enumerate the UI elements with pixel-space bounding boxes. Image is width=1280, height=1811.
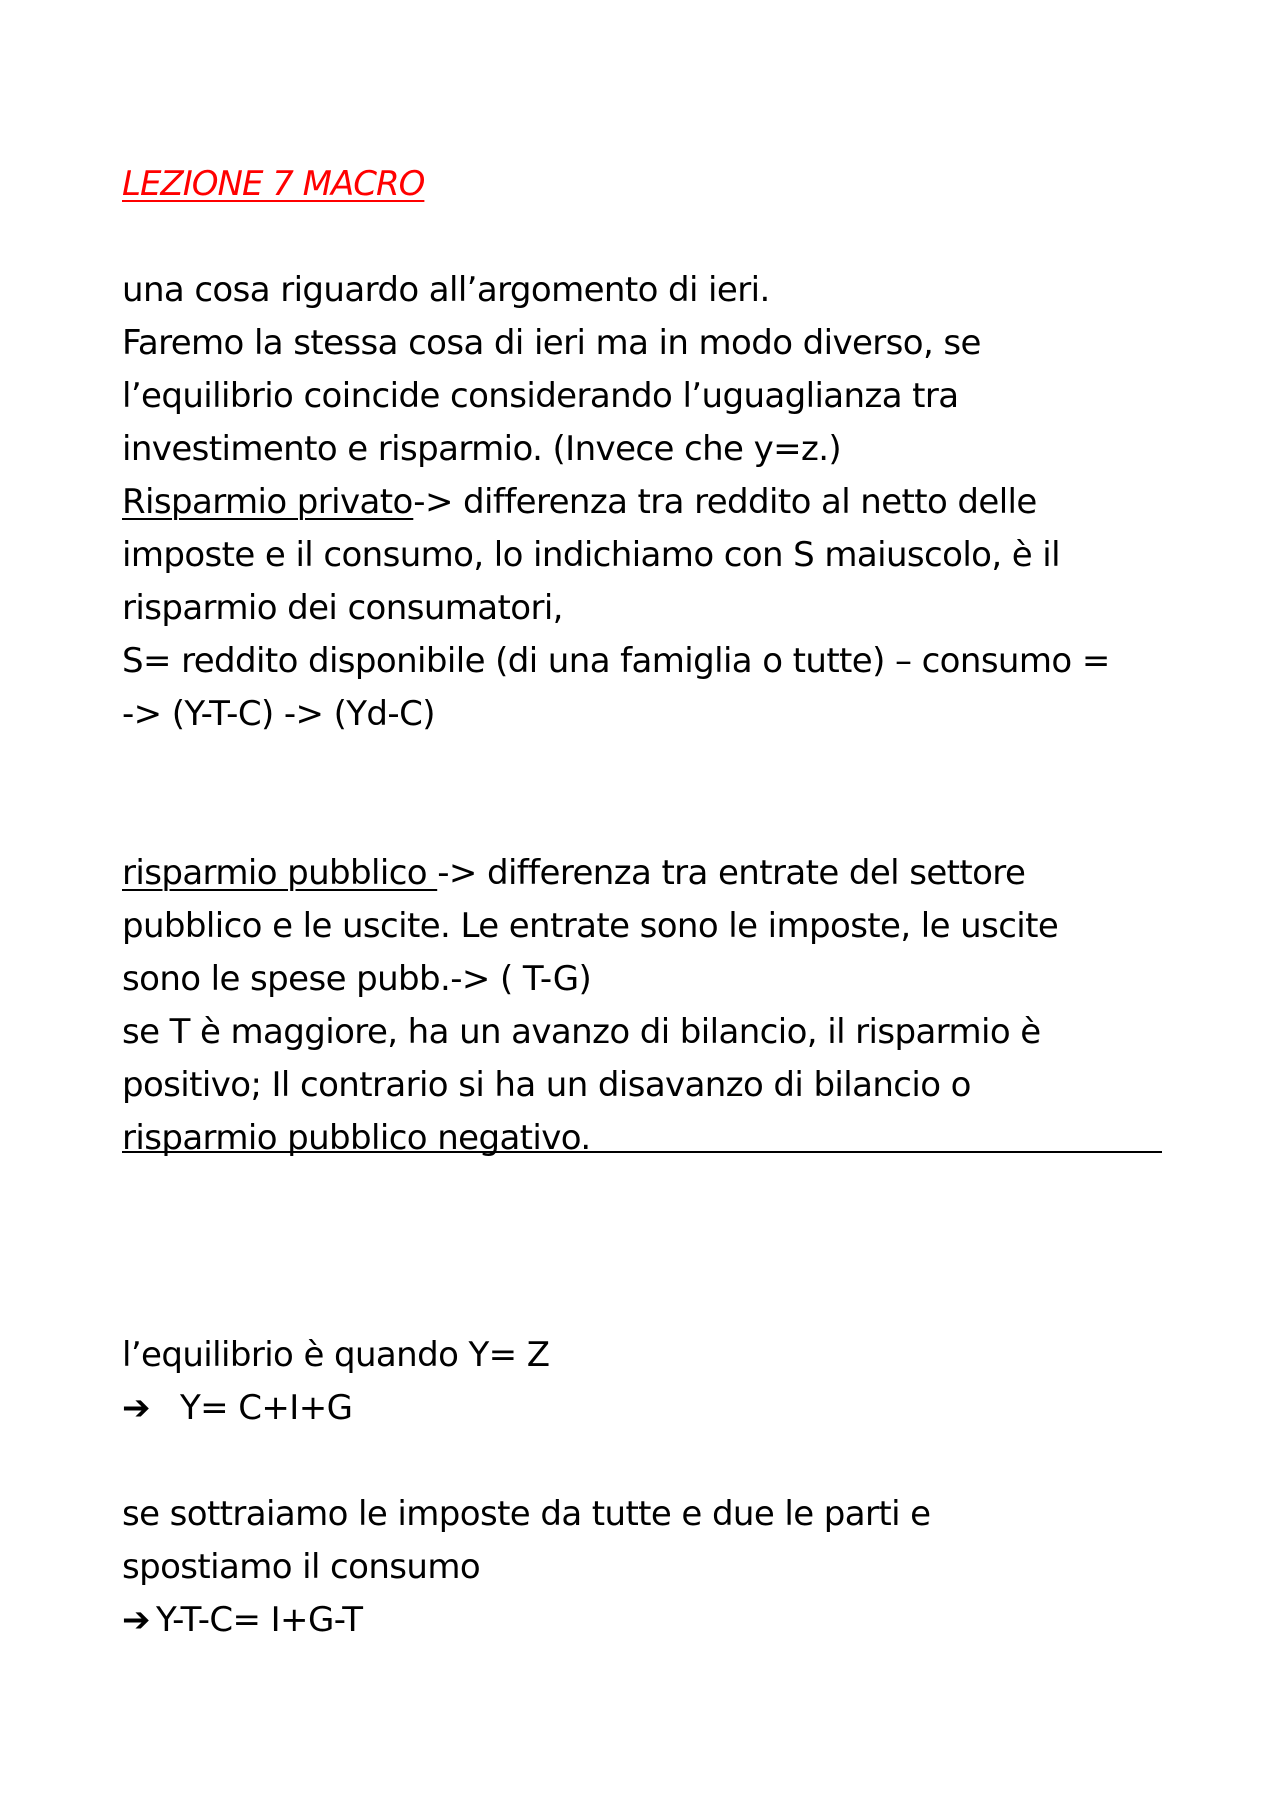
text-line: Faremo la stessa cosa di ieri ma in modo diverso, se — [122, 323, 981, 363]
public-saving-paragraph — [122, 847, 1172, 1165]
formula-text: Y= C+I+G — [180, 1388, 353, 1428]
text-line: pubblico e le uscite. Le entrate sono le imposte, le uscite — [122, 906, 1059, 946]
public-saving-term: risparmio pubblico — [122, 853, 438, 893]
intro-paragraph — [122, 264, 1172, 476]
right-arrow-icon: ➔ — [122, 1388, 150, 1428]
text-line: -> (Y-T-C) -> (Yd-C) — [122, 694, 435, 734]
spacer — [122, 741, 1172, 847]
formula-text: Y-T-C= I+G-T — [156, 1600, 363, 1640]
text-line: risparmio pubblico negativo. — [122, 1118, 591, 1158]
text-line: se T è maggiore, ha un avanzo di bilancio, il risparmio è — [122, 1012, 1041, 1052]
equilibrium-section — [122, 1329, 1172, 1647]
text-line: risparmio dei consumatori, — [122, 588, 563, 628]
text-line: l’equilibrio è quando Y= Z — [122, 1335, 550, 1375]
private-saving-term: Risparmio privato — [122, 482, 414, 522]
spacer — [122, 1165, 1172, 1271]
document-page — [122, 158, 1172, 1647]
text-line: sono le spese pubb.-> ( T-G) — [122, 959, 592, 999]
text-line: spostiamo il consumo — [122, 1547, 481, 1587]
spacer — [122, 1435, 1172, 1488]
text-line: S= reddito disponibile (di una famiglia o tutte) – consumo = — [122, 641, 1110, 681]
private-saving-definition: -> differenza tra reddito al netto delle — [413, 482, 1037, 522]
public-saving-definition: -> differenza tra entrate del settore — [437, 853, 1026, 893]
page-title: LEZIONE 7 MACRO — [122, 164, 425, 204]
text-line: positivo; Il contrario si ha un disavanzo di bilancio o — [122, 1065, 971, 1105]
text-line: investimento e risparmio. (Invece che y=z.) — [122, 429, 842, 469]
spacer — [122, 1271, 1172, 1329]
text-line — [122, 476, 1172, 529]
right-arrow-icon: ➔ — [122, 1600, 150, 1640]
text-line: imposte e il consumo, lo indichiamo con S maiuscolo, è il — [122, 535, 1061, 575]
text-line: se sottraiamo le imposte da tutte e due le parti e — [122, 1494, 931, 1534]
private-saving-paragraph — [122, 476, 1172, 741]
formula-line — [122, 1382, 1172, 1435]
text-line: una cosa riguardo all’argomento di ieri. — [122, 270, 770, 310]
text-line: l’equilibrio coincide considerando l’uguaglianza tra — [122, 376, 959, 416]
spacer — [122, 211, 1172, 264]
text-line — [122, 847, 1172, 900]
formula-line — [122, 1594, 1172, 1647]
section-divider — [122, 1151, 1162, 1153]
